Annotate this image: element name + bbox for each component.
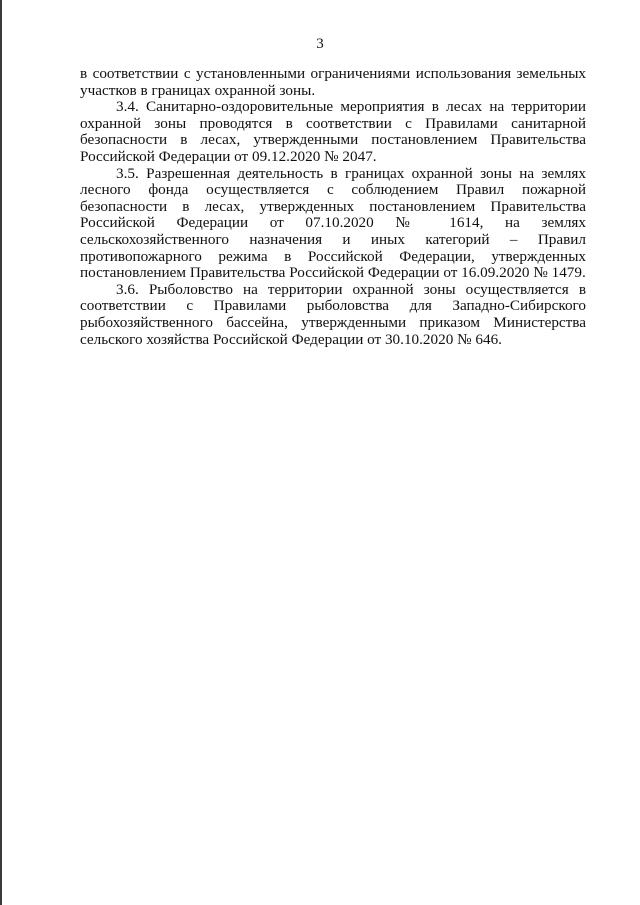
paragraph-number: 3.4.: [116, 98, 139, 116]
paragraph-text: Рыболовство на территории охранной зоны осуществляется в соответствии с Правилами рыболовства для Западно-Сибирского рыбохозяйственного бассейна, утвержденными приказом Министерства сельского хозяйства Российской Федерации от 30.10.2020 № 646.: [80, 280, 587, 348]
paragraph-text: в соответствии с установленными ограничениями использования земельных участков в границах охранной зоны.: [80, 65, 586, 99]
document-body: [80, 66, 586, 348]
paragraph-3-5: [80, 166, 586, 282]
page-number: 3: [316, 36, 324, 52]
paragraph-continuation: [80, 66, 586, 99]
paragraph-text: Санитарно-оздоровительные мероприятия в лесах на территории охранной зоны проводятся в соответствии с Правилами санитарной безопасности в лесах, утвержденными постановлением Правительства Российской Федерации от 09.12.2020 № 2047.: [80, 98, 587, 165]
paragraph-number: 3.5.: [116, 164, 139, 182]
page-left-edge: [0, 0, 2, 905]
paragraph-text: Разрешенная деятельность в границах охранной зоны на землях лесного фонда осуществляется с соблюдением Правил пожарной безопасности в лесах, утвержденных постановлением Правительства Российской Федерации от 07.10.2020 № 1614, на землях сельскохозяйственного назначения и иных категорий – Правил противопожарного режима в Российской Федерации, утвержденных постановлением Правительства Российской Федерации от 16.09.2020 № 1479.: [80, 164, 586, 282]
paragraph-3-4: [80, 99, 586, 165]
paragraph-number: 3.6.: [116, 280, 139, 298]
paragraph-3-6: [80, 282, 586, 348]
